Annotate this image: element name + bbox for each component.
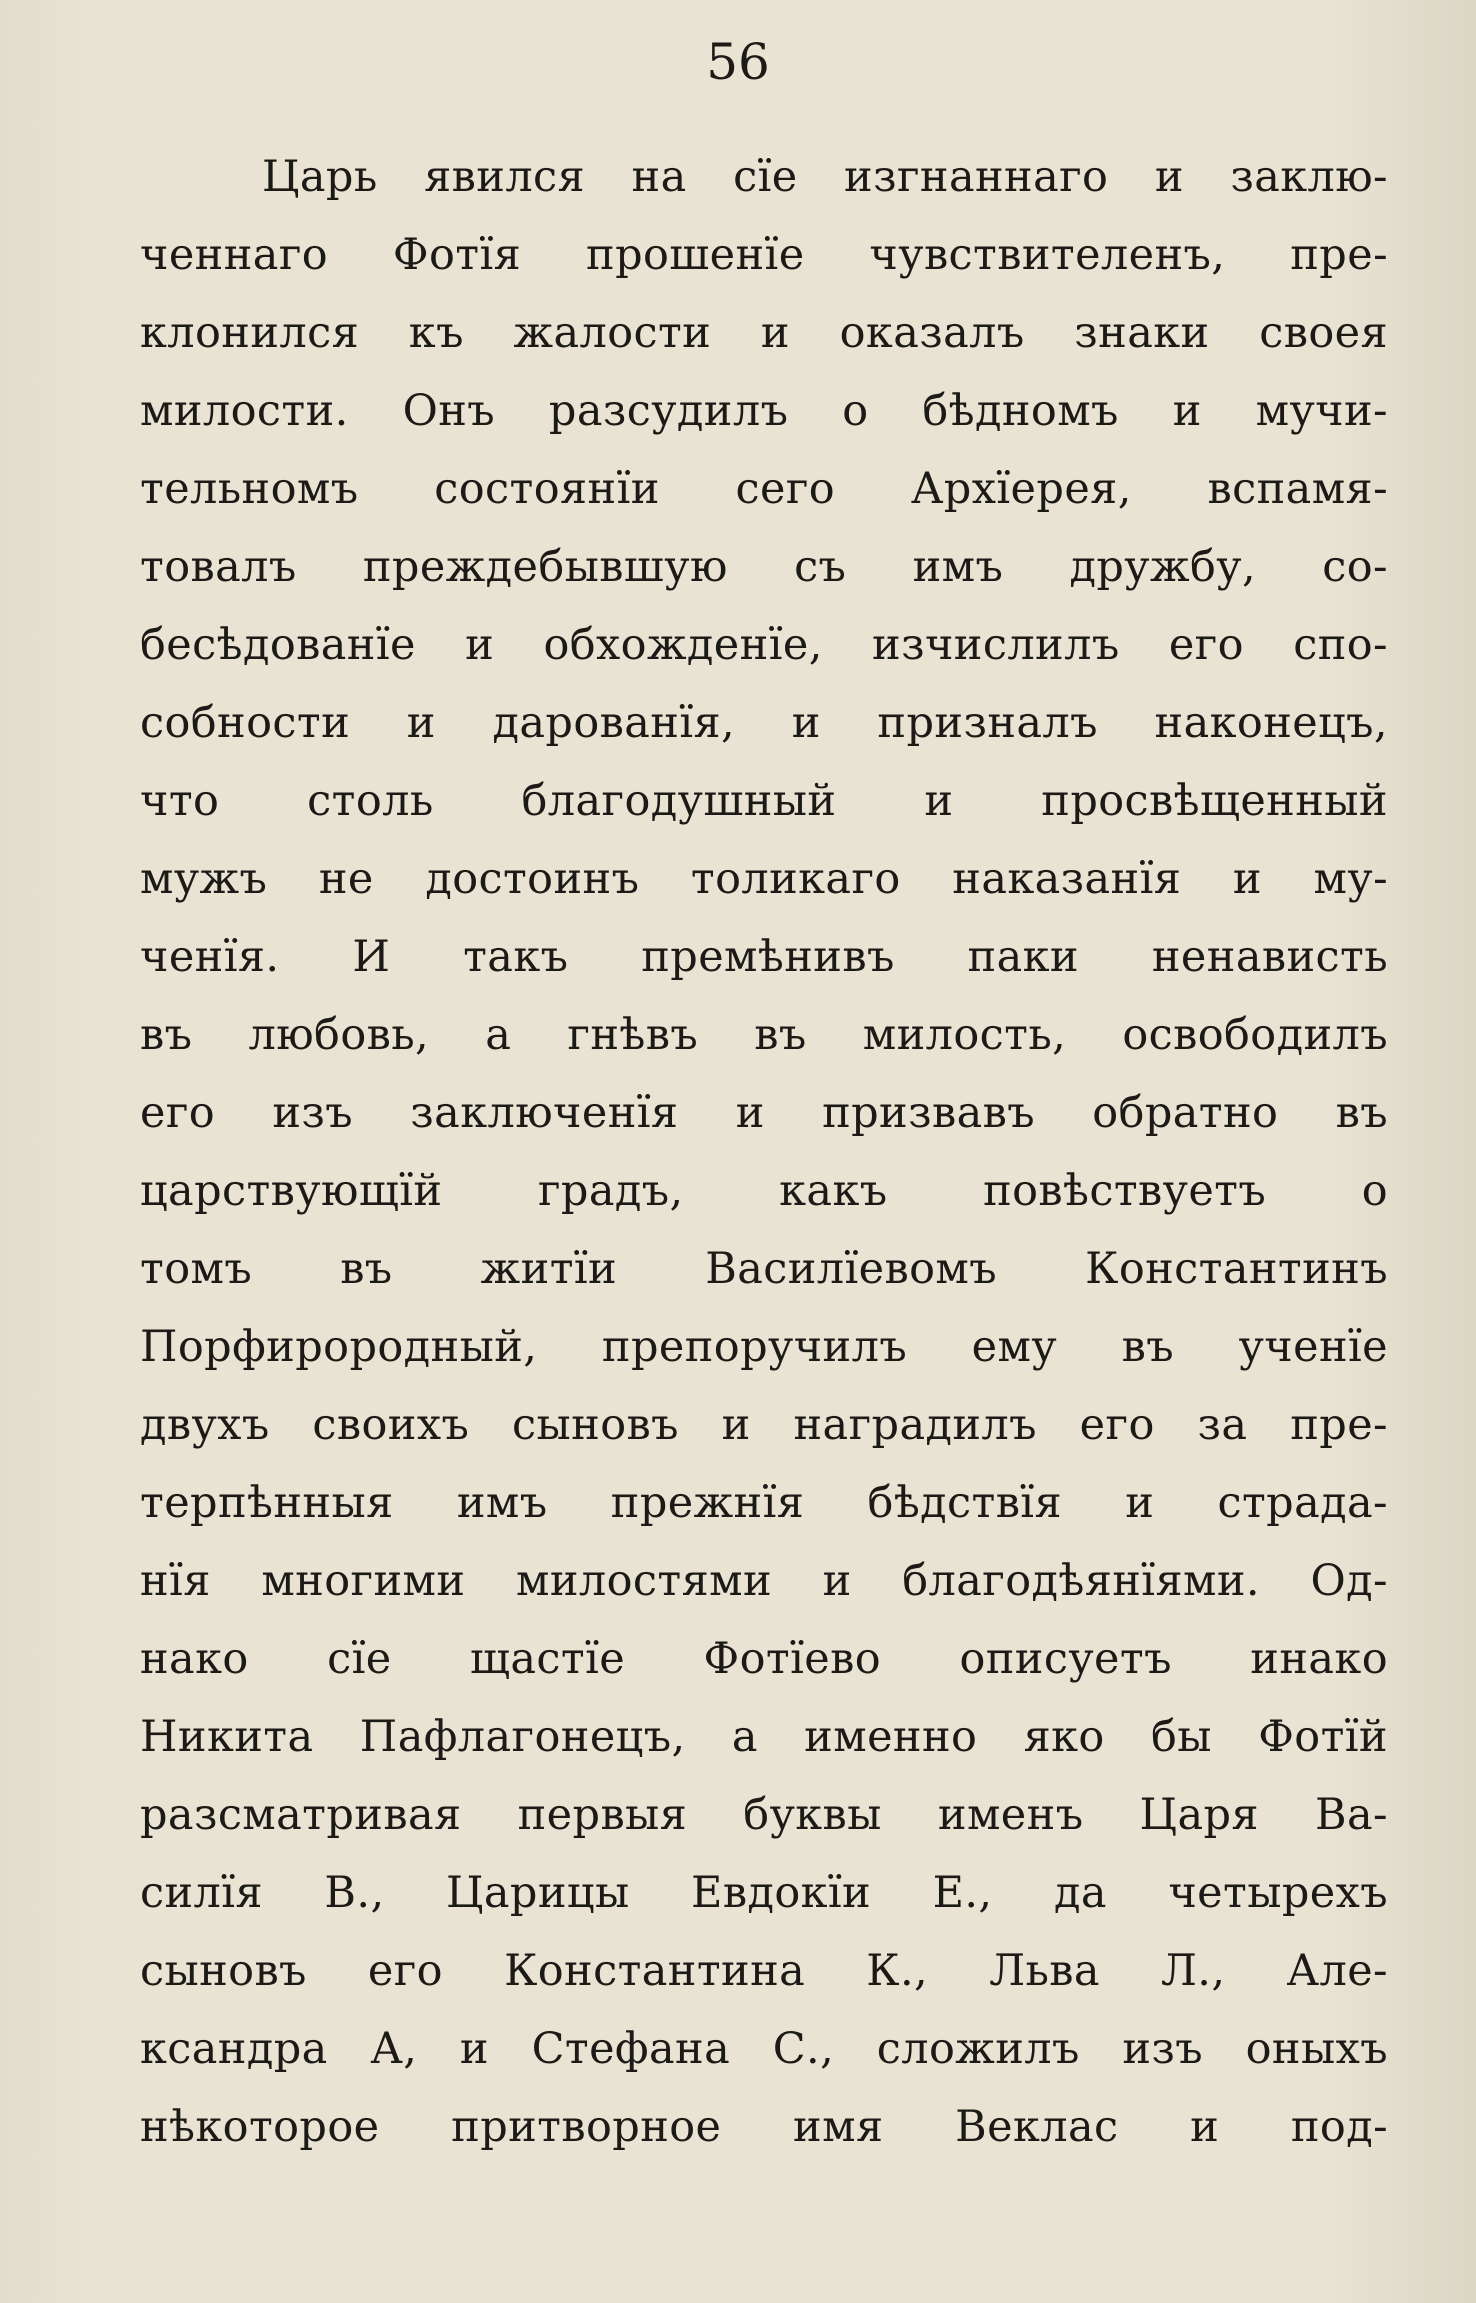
text-line: мужъ не достоинъ толикаго наказанїя и му- [140, 854, 1388, 904]
text-line: милости. Онъ разсудилъ о бѣдномъ и мучи- [140, 386, 1388, 436]
text-line: бесѣдованїе и обхожденїе, изчислилъ его спо- [140, 620, 1388, 670]
text-line: его изъ заключенїя и призвавъ обратно въ [140, 1088, 1388, 1138]
text-line: Никита Пафлагонецъ, а именно яко бы Фотїй [140, 1712, 1388, 1762]
text-line: царствующїй градъ, какъ повѣствуетъ о [140, 1166, 1388, 1216]
text-line: Царь явился на сїе изгнаннаго и заклю- [262, 152, 1388, 202]
page-number: 56 [706, 33, 770, 91]
text-line: томъ въ житїи Василїевомъ Константинъ [140, 1244, 1388, 1294]
text-line: клонился къ жалости и оказалъ знаки своея [140, 308, 1388, 358]
text-line: ксандра А, и Стефана С., сложилъ изъ оныхъ [140, 2024, 1388, 2074]
text-line: двухъ своихъ сыновъ и наградилъ его за пре- [140, 1400, 1388, 1450]
text-line: нѣкоторое притворное имя Веклас и под- [140, 2102, 1388, 2152]
text-line: нако сїе щастїе Фотїево описуетъ инако [140, 1634, 1388, 1684]
text-line: въ любовь, а гнѣвъ въ милость, освободилъ [140, 1010, 1388, 1060]
text-line: сыновъ его Константина К., Льва Л., Але- [140, 1946, 1388, 1996]
text-line: собности и дарованїя, и призналъ наконецъ, [140, 698, 1388, 748]
text-line: что столь благодушный и просвѣщенный [140, 776, 1388, 826]
text-line: ченнаго Фотїя прошенїе чувствителенъ, пре- [140, 230, 1388, 280]
text-line: силїя В., Царицы Евдокїи Е., да четырехъ [140, 1868, 1388, 1918]
body-text [140, 138, 1388, 2166]
text-line: товалъ преждебывшую съ имъ дружбу, со- [140, 542, 1388, 592]
text-line: разсматривая первыя буквы именъ Царя Ва- [140, 1790, 1388, 1840]
text-line: терпѣнныя имъ прежнїя бѣдствїя и страда- [140, 1478, 1388, 1528]
text-line: Порфирородный, препоручилъ ему въ ученїе [140, 1322, 1388, 1372]
text-line: тельномъ состоянїи сего Архїерея, вспамя- [140, 464, 1388, 514]
text-line: ченїя. И такъ премѣнивъ паки ненависть [140, 932, 1388, 982]
text-line: нїя многими милостями и благодѣянїями. Од- [140, 1556, 1388, 1606]
